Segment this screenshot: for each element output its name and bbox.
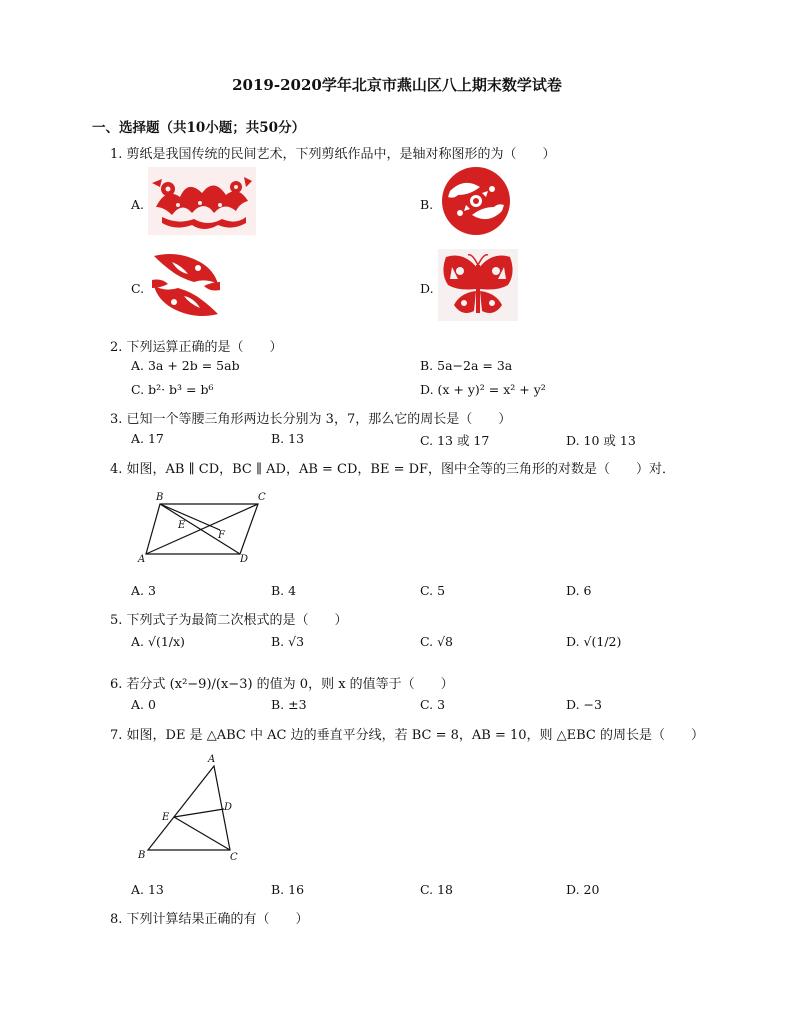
fig7-label-a: A (208, 754, 216, 765)
q5-option-d[interactable]: D. √(1/2) (566, 634, 622, 649)
q7-option-a[interactable]: A. 13 (131, 882, 164, 897)
fig7-label-c: C (230, 852, 238, 863)
q1-option-c[interactable]: C. (131, 281, 145, 296)
q7-option-d[interactable]: D. 20 (566, 882, 600, 897)
q7-option-c[interactable]: C. 18 (420, 882, 453, 897)
papercut-butterfly-image (438, 249, 518, 321)
q7-option-b[interactable]: B. 16 (271, 882, 305, 897)
q5-option-a[interactable]: A. √(1/x) (131, 634, 185, 649)
page-title: 2019-2020学年北京市燕山区八上期末数学试卷 (232, 76, 562, 94)
q6-option-b[interactable]: B. ±3 (271, 697, 307, 712)
q1-option-b[interactable]: B. (420, 197, 434, 212)
q2-option-d[interactable]: D. (x + y)² = x² + y² (420, 382, 546, 397)
q1-option-a[interactable]: A. (131, 197, 145, 212)
fig4-label-a: A (138, 554, 146, 565)
fig4-label-f: F (218, 530, 225, 541)
q4-option-b[interactable]: B. 4 (271, 583, 297, 598)
q5-option-c[interactable]: C. √8 (420, 634, 453, 649)
fig4-label-d: D (240, 554, 249, 565)
fig7-label-e: E (162, 812, 170, 823)
q3-option-b[interactable]: B. 13 (271, 431, 305, 446)
q2-option-b[interactable]: B. 5a−2a = 3a (420, 358, 513, 373)
fig4-label-b: B (156, 492, 164, 503)
question-1-stem: 1. 剪纸是我国传统的民间艺术，下列剪纸作品中，是轴对称图形的为（ ） (110, 147, 556, 162)
triangle-figure (134, 752, 246, 866)
section-heading: 一、选择题（共10小题；共50分） (92, 120, 306, 136)
question-2-stem: 2. 下列运算正确的是（ ） (110, 340, 283, 355)
q2-option-c[interactable]: C. b²· b³ = b⁶ (131, 382, 214, 397)
q6-option-a[interactable]: A. 0 (131, 697, 156, 712)
fig7-label-b: B (138, 850, 146, 861)
fig4-label-c: C (258, 492, 266, 503)
q4-option-d[interactable]: D. 6 (566, 583, 592, 598)
q1-option-d[interactable]: D. (420, 281, 434, 296)
papercut-fish-circle-image (436, 165, 516, 237)
papercut-dragon-image (148, 167, 256, 235)
q4-option-a[interactable]: A. 3 (131, 583, 156, 598)
question-7-stem: 7. 如图，DE 是 △ABC 中 AC 边的垂直平分线，若 BC = 8，AB = 10，则 △EBC 的周长是（ ） (110, 728, 705, 743)
q3-option-d[interactable]: D. 10 或 13 (566, 433, 636, 448)
parallelogram-figure (134, 488, 274, 568)
papercut-two-fish-image (148, 248, 224, 322)
question-8-stem: 8. 下列计算结果正确的有（ ） (110, 912, 309, 927)
q6-option-d[interactable]: D. −3 (566, 697, 602, 712)
fig7-label-d: D (224, 802, 233, 813)
q4-option-c[interactable]: C. 5 (420, 583, 446, 598)
question-6-stem: 6. 若分式 (x²−9)/(x−3) 的值为 0，则 x 的值等于（ ） (110, 677, 454, 692)
q2-option-a[interactable]: A. 3a + 2b = 5ab (131, 358, 240, 373)
question-3-stem: 3. 已知一个等腰三角形两边长分别为 3，7，那么它的周长是（ ） (110, 412, 512, 427)
fig4-label-e: E (178, 520, 186, 531)
q3-option-c[interactable]: C. 13 或 17 (420, 433, 490, 448)
question-4-stem: 4. 如图，AB ∥ CD，BC ∥ AD，AB = CD，BE = DF，图中全等的三角形的对数是（ ）对． (110, 462, 676, 477)
q5-option-b[interactable]: B. √3 (271, 634, 305, 649)
question-5-stem: 5. 下列式子为最简二次根式的是（ ） (110, 613, 348, 628)
q3-option-a[interactable]: A. 17 (131, 431, 164, 446)
q6-option-c[interactable]: C. 3 (420, 697, 446, 712)
